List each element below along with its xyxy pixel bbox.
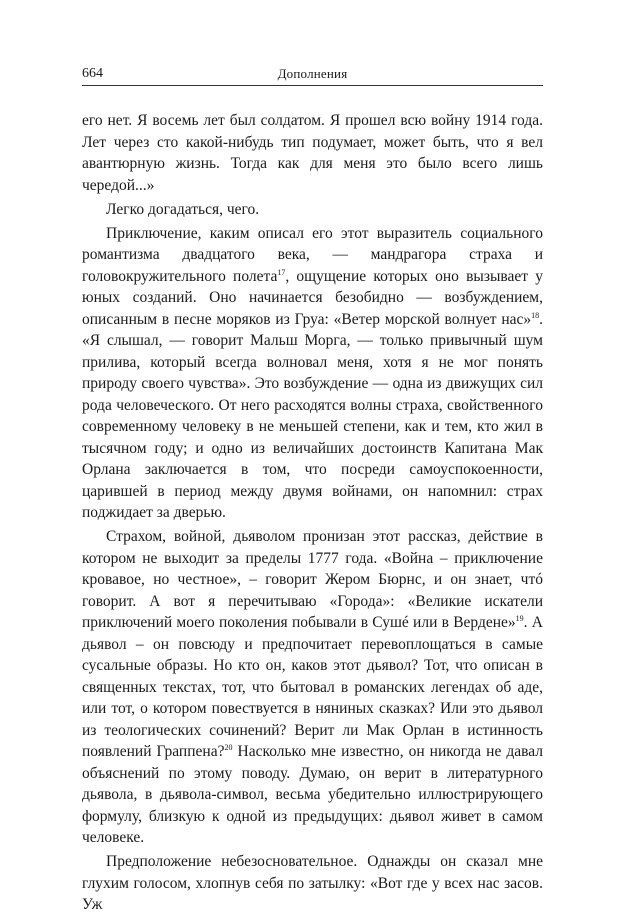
running-title: Дополнения — [277, 66, 348, 81]
paragraph-2 — [82, 199, 543, 221]
paragraph-4-text-1: Страхом, войной, дьяволом пронизан этот рассказ, действие в котором не выходит за пределы 1777 года. «Война – приключение кровавое, но честное», – говорит Жером Бюрнс, и он знает, чтó говорит. А вот я перечитываю «Города»: «Великие искатели приключений моего поколения побывали в Сушé или в Вердене» — [82, 528, 543, 631]
paragraph-5 — [82, 851, 543, 916]
footnote-ref-20: 20 — [224, 742, 233, 752]
paragraph-1-text: его нет. Я восемь лет был солдатом. Я прошел всю войну 1914 года. Лет через сто какой-нибудь тип подумает, может быть, что я вел авантюрную жизнь. Тогда как для меня это было всего лишь чередой...» — [82, 112, 543, 194]
paragraph-4-text-2: . А дьявол – он повсюду и предпочитает перевоплощаться в самые сусальные образы. Но кто он, каков этот дьявол? Тот, что описан в священных текстах, тот, что бытовал в романских легендах об аде, или тот, о котором повествуется в няниных сказках? Или это дьявол из теологических сочинений? Верит ли Мак Орлан в истинность появлений Граппена? — [82, 614, 543, 760]
paragraph-1 — [82, 110, 543, 196]
paragraph-4-text-3: Насколько мне известно, он никогда не давал объяснений по этому поводу. Думаю, он верит в литературного дьявола, в дьявола-символ, весьма убедительно иллюстрирующего формулу, близкую к одной из предыдущих: дьявол живет в самом человеке. — [82, 743, 543, 846]
footnote-ref-18: 18 — [531, 310, 540, 320]
body-text — [82, 110, 543, 916]
paragraph-5-text: Предположение небезосновательное. Однажды он сказал мне глухим голосом, хлопнув себя по затылку: «Вот где у всех нас засов. Уж — [82, 853, 543, 913]
paragraph-2-text: Легко догадаться, чего. — [106, 200, 260, 218]
footnote-ref-17: 17 — [277, 267, 286, 277]
footnote-ref-19: 19 — [515, 613, 524, 623]
paragraph-3-text-3: . «Я слышал, — говорит Мальш Морга, — только привычный шум прилива, который всегда волновал меня, хотя я не мог понять природу своего чувства». Это возбуждение — одна из движущих сил рода человеческого. От него расходятся волны страха, свойственного современному человеку в не меньшей степени, как и тем, кто жил в тысячном году; и одно из величайших достоинств Капитана Мак Орлана заключается в том, что посреди самоуспокоенности, царившей в период между двумя войнами, он напомнил: страх поджидает за дверью. — [82, 310, 543, 521]
paragraph-3-text-2: , ощущение которых оно вызывает у юных созданий. Оно начинается безобидно — возбуждением, описанным в песне моряков из Груа: «Ветер морской волнует нас» — [82, 267, 543, 328]
paragraph-4 — [82, 526, 543, 849]
paragraph-3-text-1: Приключение, каким описал его этот выразитель социального романтизма двадцатого века, — мандрагора страха и головокружительного полета — [82, 224, 543, 285]
page-number: 664 — [82, 66, 103, 81]
header-rule — [82, 85, 543, 86]
page-header — [82, 65, 543, 87]
paragraph-3 — [82, 223, 543, 524]
